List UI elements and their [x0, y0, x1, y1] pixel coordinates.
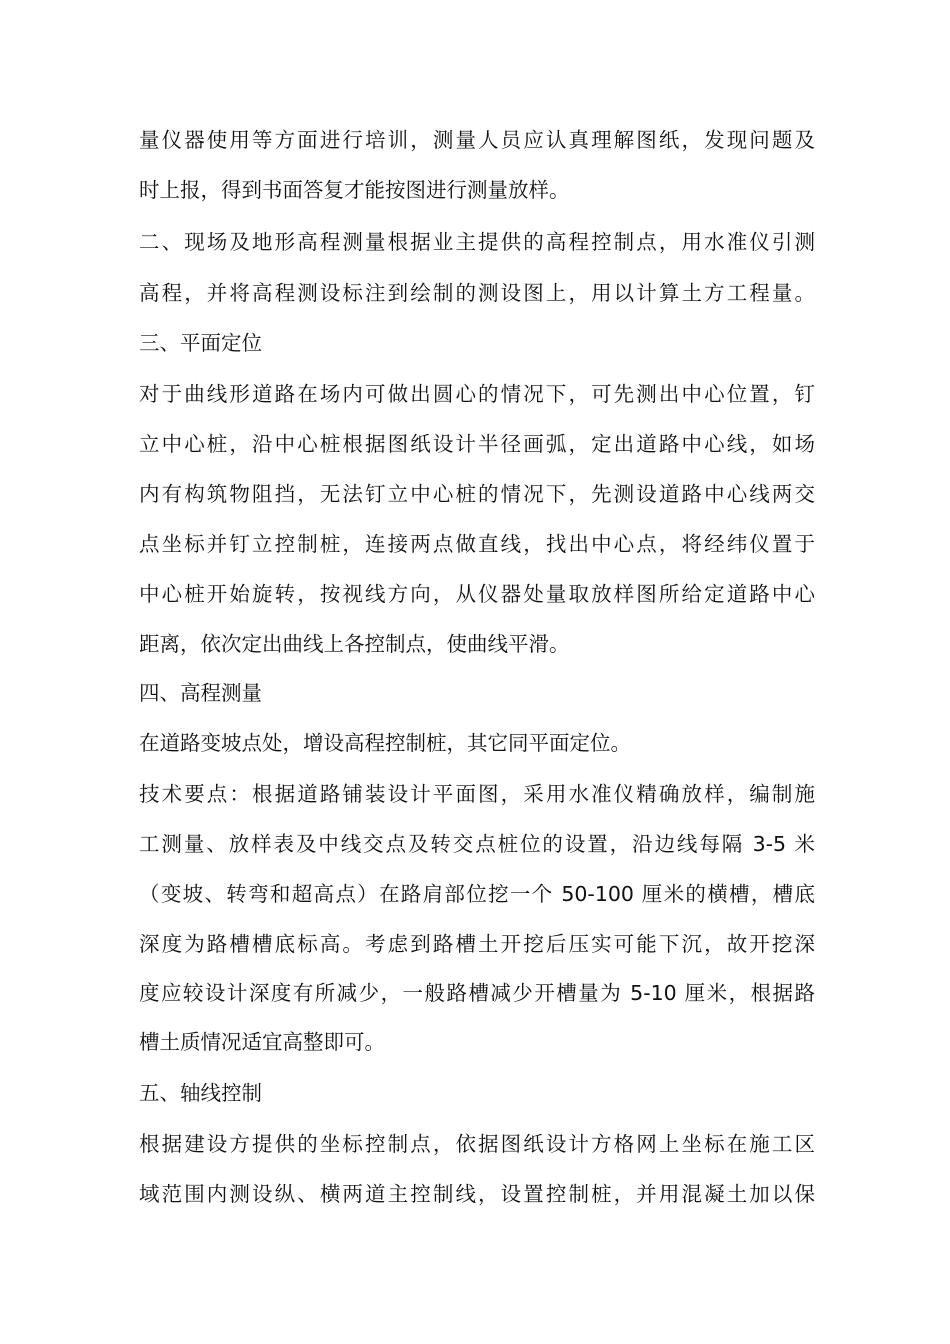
text-line: 度应较设计深度有所减少，一般路槽减少开槽量为 5-10 厘米，根据路 [139, 981, 815, 1005]
text-line: 域范围内测设纵、横两道主控制线，设置控制桩，并用混凝土加以保 [139, 1182, 815, 1206]
text-line: 深度为路槽槽底标高。考虑到路槽土开挖后压实可能下沉，故开挖深 [139, 932, 815, 956]
text-line: 对于曲线形道路在场内可做出圆心的情况下，可先测出中心位置，钉 [139, 382, 815, 406]
text-line: 工测量、放样表及中线交点及转交点桩位的设置，沿边线每隔 3-5 米 [139, 832, 815, 856]
text-line: 时上报，得到书面答复才能按图进行测量放样。 [139, 178, 570, 202]
text-line: 中心桩开始旋转，按视线方向，从仪器处量取放样图所给定道路中心 [139, 582, 815, 606]
text-line: 技术要点：根据道路铺装设计平面图，采用水准仪精确放样，编制施 [139, 782, 815, 806]
text-line: 根据建设方提供的坐标控制点，依据图纸设计方格网上坐标在施工区 [139, 1132, 815, 1156]
text-line: 量仪器使用等方面进行培训，测量人员应认真理解图纸，发现问题及 [139, 128, 815, 152]
text-line: 二、现场及地形高程测量根据业主提供的高程控制点，用水准仪引测 [139, 230, 815, 254]
text-line: 距离，依次定出曲线上各控制点，使曲线平滑。 [139, 632, 570, 656]
section-heading: 三、平面定位 [139, 331, 262, 355]
text-line: 内有构筑物阻挡，无法钉立中心桩的情况下，先测设道路中心线两交 [139, 482, 815, 506]
text-line: 在道路变坡点处，增设高程控制桩，其它同平面定位。 [139, 731, 631, 755]
text-line: 点坐标并钉立控制桩，连接两点做直线，找出中心点，将经纬仪置于 [139, 532, 815, 556]
text-line: （变坡、转弯和超高点）在路肩部位挖一个 50-100 厘米的横槽，槽底 [139, 882, 815, 906]
section-heading: 五、轴线控制 [139, 1081, 262, 1105]
text-line: 槽土质情况适宜高整即可。 [139, 1030, 385, 1054]
text-line: 高程，并将高程测设标注到绘制的测设图上，用以计算土方工程量。 [139, 281, 815, 305]
text-line: 立中心桩，沿中心桩根据图纸设计半径画弧，定出道路中心线，如场 [139, 432, 815, 456]
section-heading: 四、高程测量 [139, 681, 262, 705]
